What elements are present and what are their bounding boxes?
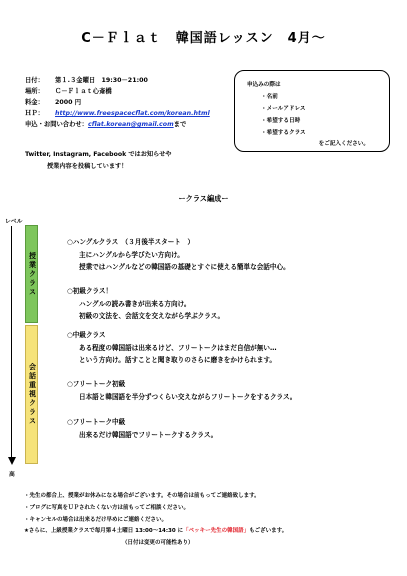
date-label: 日付： — [25, 77, 44, 84]
place-label: 場所： — [25, 88, 44, 95]
fee-row — [25, 97, 210, 108]
hp-label: ＨＰ： — [25, 110, 44, 117]
course-name: ○フリートーク初級 — [67, 380, 126, 388]
footer-note-advanced — [24, 526, 287, 538]
footer-note: ・先生の都合上、授業がお休みになる場合がございます。その場合は前もってご連絡致します。 — [24, 493, 260, 499]
course-name: ○ハングルクラス （３月後半スタート ） — [67, 238, 195, 246]
contact-label: 申込・お問い合わせ： — [25, 121, 88, 128]
level-arrow-head-icon — [8, 457, 16, 465]
date-value: 第１.３金曜日 19:30－21:00 — [55, 77, 148, 84]
footer-note: ・ブログに写真をＵＰされたくない方は前もってご相談ください。 — [24, 504, 190, 511]
course-desc: 日本語と韓国語を半分ずつくらい交えながらフリートークをするクラス。 — [79, 392, 297, 401]
sns-notice — [25, 149, 172, 173]
high-label: 高 — [9, 472, 15, 478]
course-freetalk-intermediate — [67, 416, 217, 441]
fee-label: 料金： — [25, 99, 44, 106]
course-name: ○フリートーク中級 — [67, 418, 126, 426]
course-desc: 初級の文法を、会話文を交えながら学ぶクラス。 — [79, 312, 225, 320]
course-intermediate — [67, 329, 277, 367]
apply-item-email: ・メールアドレス — [261, 106, 306, 112]
footer-date-note: （日付は変更の可能性あり） — [122, 540, 194, 547]
course-desc: ハングルの読み書きが出来る方向け。 — [79, 299, 191, 308]
sns-notice-line2: 授業内容を投稿しています！ — [47, 163, 128, 170]
lesson-info — [25, 75, 210, 130]
course-beginner — [67, 285, 224, 323]
course-desc: 主にハングルから学びたい方向け。 — [79, 250, 184, 259]
apply-box — [234, 70, 390, 152]
place-row — [25, 86, 210, 97]
date-row — [25, 75, 210, 86]
course-name: ○初級クラス！ — [67, 287, 113, 295]
conversation-group-label: 会話重視クラス — [28, 363, 37, 426]
apply-item-datetime: ・希望する日時 — [261, 118, 301, 124]
hp-row — [25, 108, 210, 119]
place-value: Ｃ－Ｆｌａｔ心斎橋 — [55, 88, 112, 95]
fee-value: 2000 円 — [55, 99, 82, 106]
course-desc: ある程度の韓国語は出来るけど、フリートークはまだ自信が無い… — [79, 343, 277, 352]
conversation-group-bar — [25, 325, 38, 464]
course-name: ○中級クラス — [67, 331, 106, 339]
course-desc: 授業ではハングルなどの韓国語の基礎とすぐに使える簡単な会話中心。 — [79, 263, 290, 271]
apply-closing: をご記入ください。 — [318, 141, 369, 147]
sns-notice-line1: Twitter, Instagram, Facebook ではお知らせや — [25, 151, 172, 158]
course-hangul — [67, 236, 290, 274]
advanced-pre: ★さらに、上級授業クラスで毎月第４土曜日 13:00～14:30 に — [24, 528, 184, 535]
level-arrow-line — [11, 226, 12, 457]
email-link[interactable]: cflat.korean@gmail.com — [87, 121, 174, 128]
page-title: C－Ｆｌａｔ 韓国語レッスン 4月〜 — [81, 31, 326, 46]
advanced-post: もございます。 — [249, 528, 288, 535]
course-desc: という方向け。話すことと聞き取りのさらに磨きをかけられます。 — [79, 356, 277, 364]
apply-item-name: ・名前 — [261, 94, 278, 100]
hp-link[interactable]: http://www.freespacecflat.com/korean.html — [55, 110, 210, 117]
course-desc: 出来るだけ韓国語でフリートークするクラス。 — [79, 430, 218, 439]
beginner-group-bar — [25, 225, 38, 323]
footer-notes — [24, 491, 287, 550]
apply-intro: 申込みの際は — [247, 82, 281, 88]
level-label: レベル — [5, 219, 23, 225]
course-freetalk-beginner — [67, 378, 296, 403]
class-section-heading: ークラス編成ー — [178, 194, 229, 203]
footer-note: ・キャンセルの場合は出来るだけ早めにご連絡ください。 — [24, 516, 168, 523]
apply-item-class: ・希望するクラス — [261, 130, 306, 136]
contact-row — [25, 119, 210, 130]
contact-suffix: まで — [173, 121, 187, 128]
advanced-class-name: 「ペッキー先生の韓国語」 — [183, 528, 250, 535]
beginner-group-label: 授業クラス — [28, 251, 37, 297]
